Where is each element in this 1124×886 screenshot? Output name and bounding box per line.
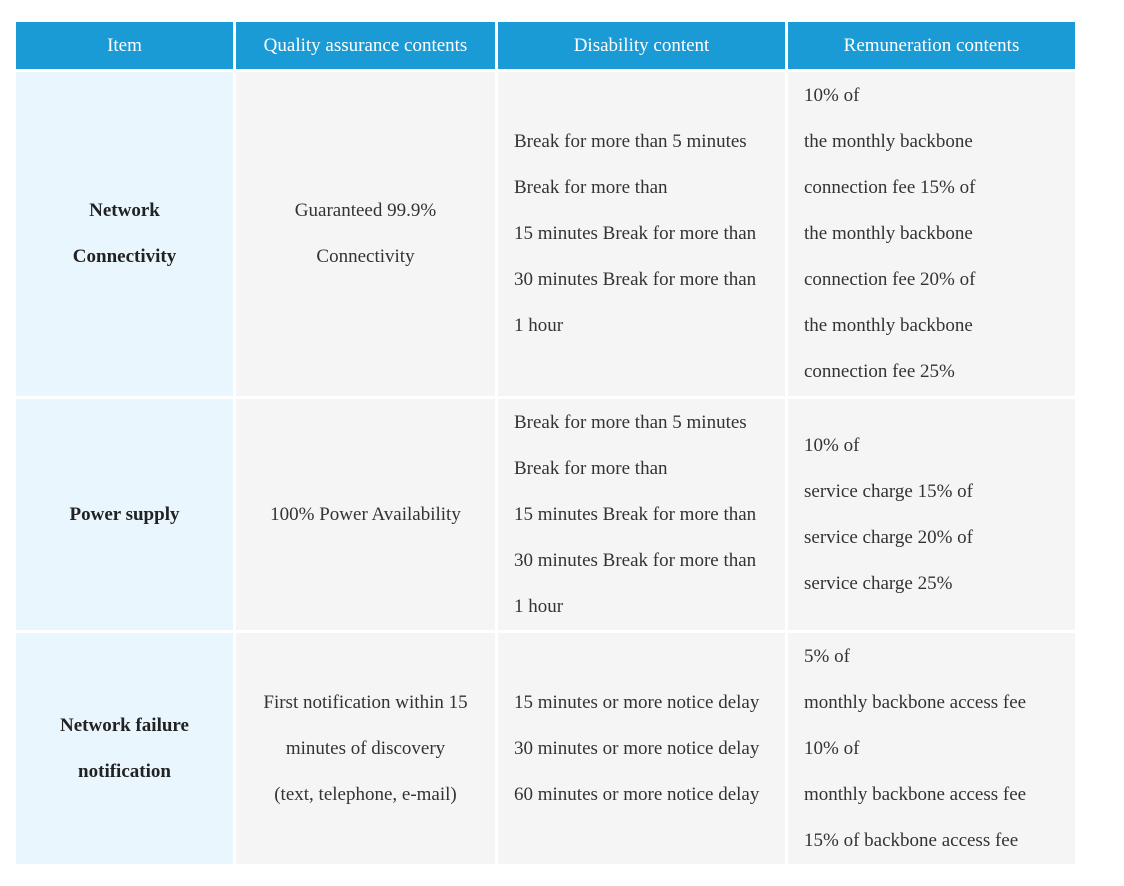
header-row <box>16 22 1075 69</box>
cell-line: monthly backbone access fee <box>804 691 1027 713</box>
cell-line: Connectivity <box>72 246 177 267</box>
cell-line: service charge 25% <box>804 572 953 594</box>
cell-line: connection fee 25% <box>804 361 955 382</box>
cell-line: Break for more than 5 minutes <box>514 411 747 433</box>
cell-line: 5% of <box>804 645 850 667</box>
cell-line: Break for more than <box>514 457 668 479</box>
cell-line: service charge 15% of <box>804 480 973 502</box>
cell-line: Break for more than 5 minutes <box>514 131 747 152</box>
cell-line: (text, telephone, e-mail) <box>274 783 457 805</box>
cell-line: 15% of backbone access fee <box>804 829 1019 851</box>
table-row <box>16 72 1075 396</box>
cell-line: 1 hour <box>514 595 564 617</box>
cell-line: 1 hour <box>514 315 564 336</box>
cell-line: 10% of <box>804 85 860 106</box>
cell-line: Break for more than <box>514 177 668 198</box>
header-remuneration: Remuneration contents <box>788 22 1075 69</box>
cell-line: 30 minutes Break for more than <box>514 549 757 571</box>
cell-line: 10% of <box>804 737 860 759</box>
cell-line: Network failure <box>60 714 189 736</box>
header-item: Item <box>16 22 233 69</box>
cell-line: service charge 20% of <box>804 526 973 548</box>
item-cell <box>16 399 233 630</box>
cell-line: Guaranteed 99.9% <box>294 200 437 221</box>
quality-cell <box>236 72 495 396</box>
cell-line: 15 minutes Break for more than <box>514 503 757 525</box>
remuneration-cell <box>788 72 1075 396</box>
disability-cell <box>498 72 785 396</box>
cell-line: 60 minutes or more notice delay <box>514 783 760 805</box>
cell-line: 10% of <box>804 434 860 456</box>
cell-line: 15 minutes or more notice delay <box>514 691 760 713</box>
quality-cell <box>236 633 495 864</box>
cell-line: 100% Power Availability <box>270 503 461 525</box>
quality-cell <box>236 399 495 630</box>
cell-line: minutes of discovery <box>285 737 446 759</box>
header-disability: Disability content <box>498 22 785 69</box>
cell-line: 30 minutes Break for more than <box>514 269 757 290</box>
item-cell <box>16 72 233 396</box>
cell-line: 30 minutes or more notice delay <box>514 737 760 759</box>
cell-line: notification <box>78 760 171 782</box>
table-row <box>16 399 1075 630</box>
cell-line: the monthly backbone <box>804 223 973 244</box>
cell-line: monthly backbone access fee <box>804 783 1027 805</box>
disability-cell <box>498 633 785 864</box>
cell-line: Connectivity <box>316 246 415 267</box>
cell-line: 15 minutes Break for more than <box>514 223 757 244</box>
item-cell <box>16 633 233 864</box>
cell-line: the monthly backbone <box>804 131 973 152</box>
remuneration-cell <box>788 399 1075 630</box>
cell-line: the monthly backbone <box>804 315 973 336</box>
cell-line: Network <box>89 200 160 221</box>
cell-line: First notification within 15 <box>263 691 468 713</box>
header-quality-assurance: Quality assurance contents <box>236 22 495 69</box>
remuneration-cell <box>788 633 1075 864</box>
cell-line: connection fee 15% of <box>804 177 976 198</box>
cell-line: Power supply <box>69 503 180 525</box>
disability-cell <box>498 399 785 630</box>
table-row <box>16 633 1075 864</box>
cell-line: connection fee 20% of <box>804 269 976 290</box>
sla-table <box>13 19 1078 867</box>
sla-table-container <box>13 19 1078 867</box>
